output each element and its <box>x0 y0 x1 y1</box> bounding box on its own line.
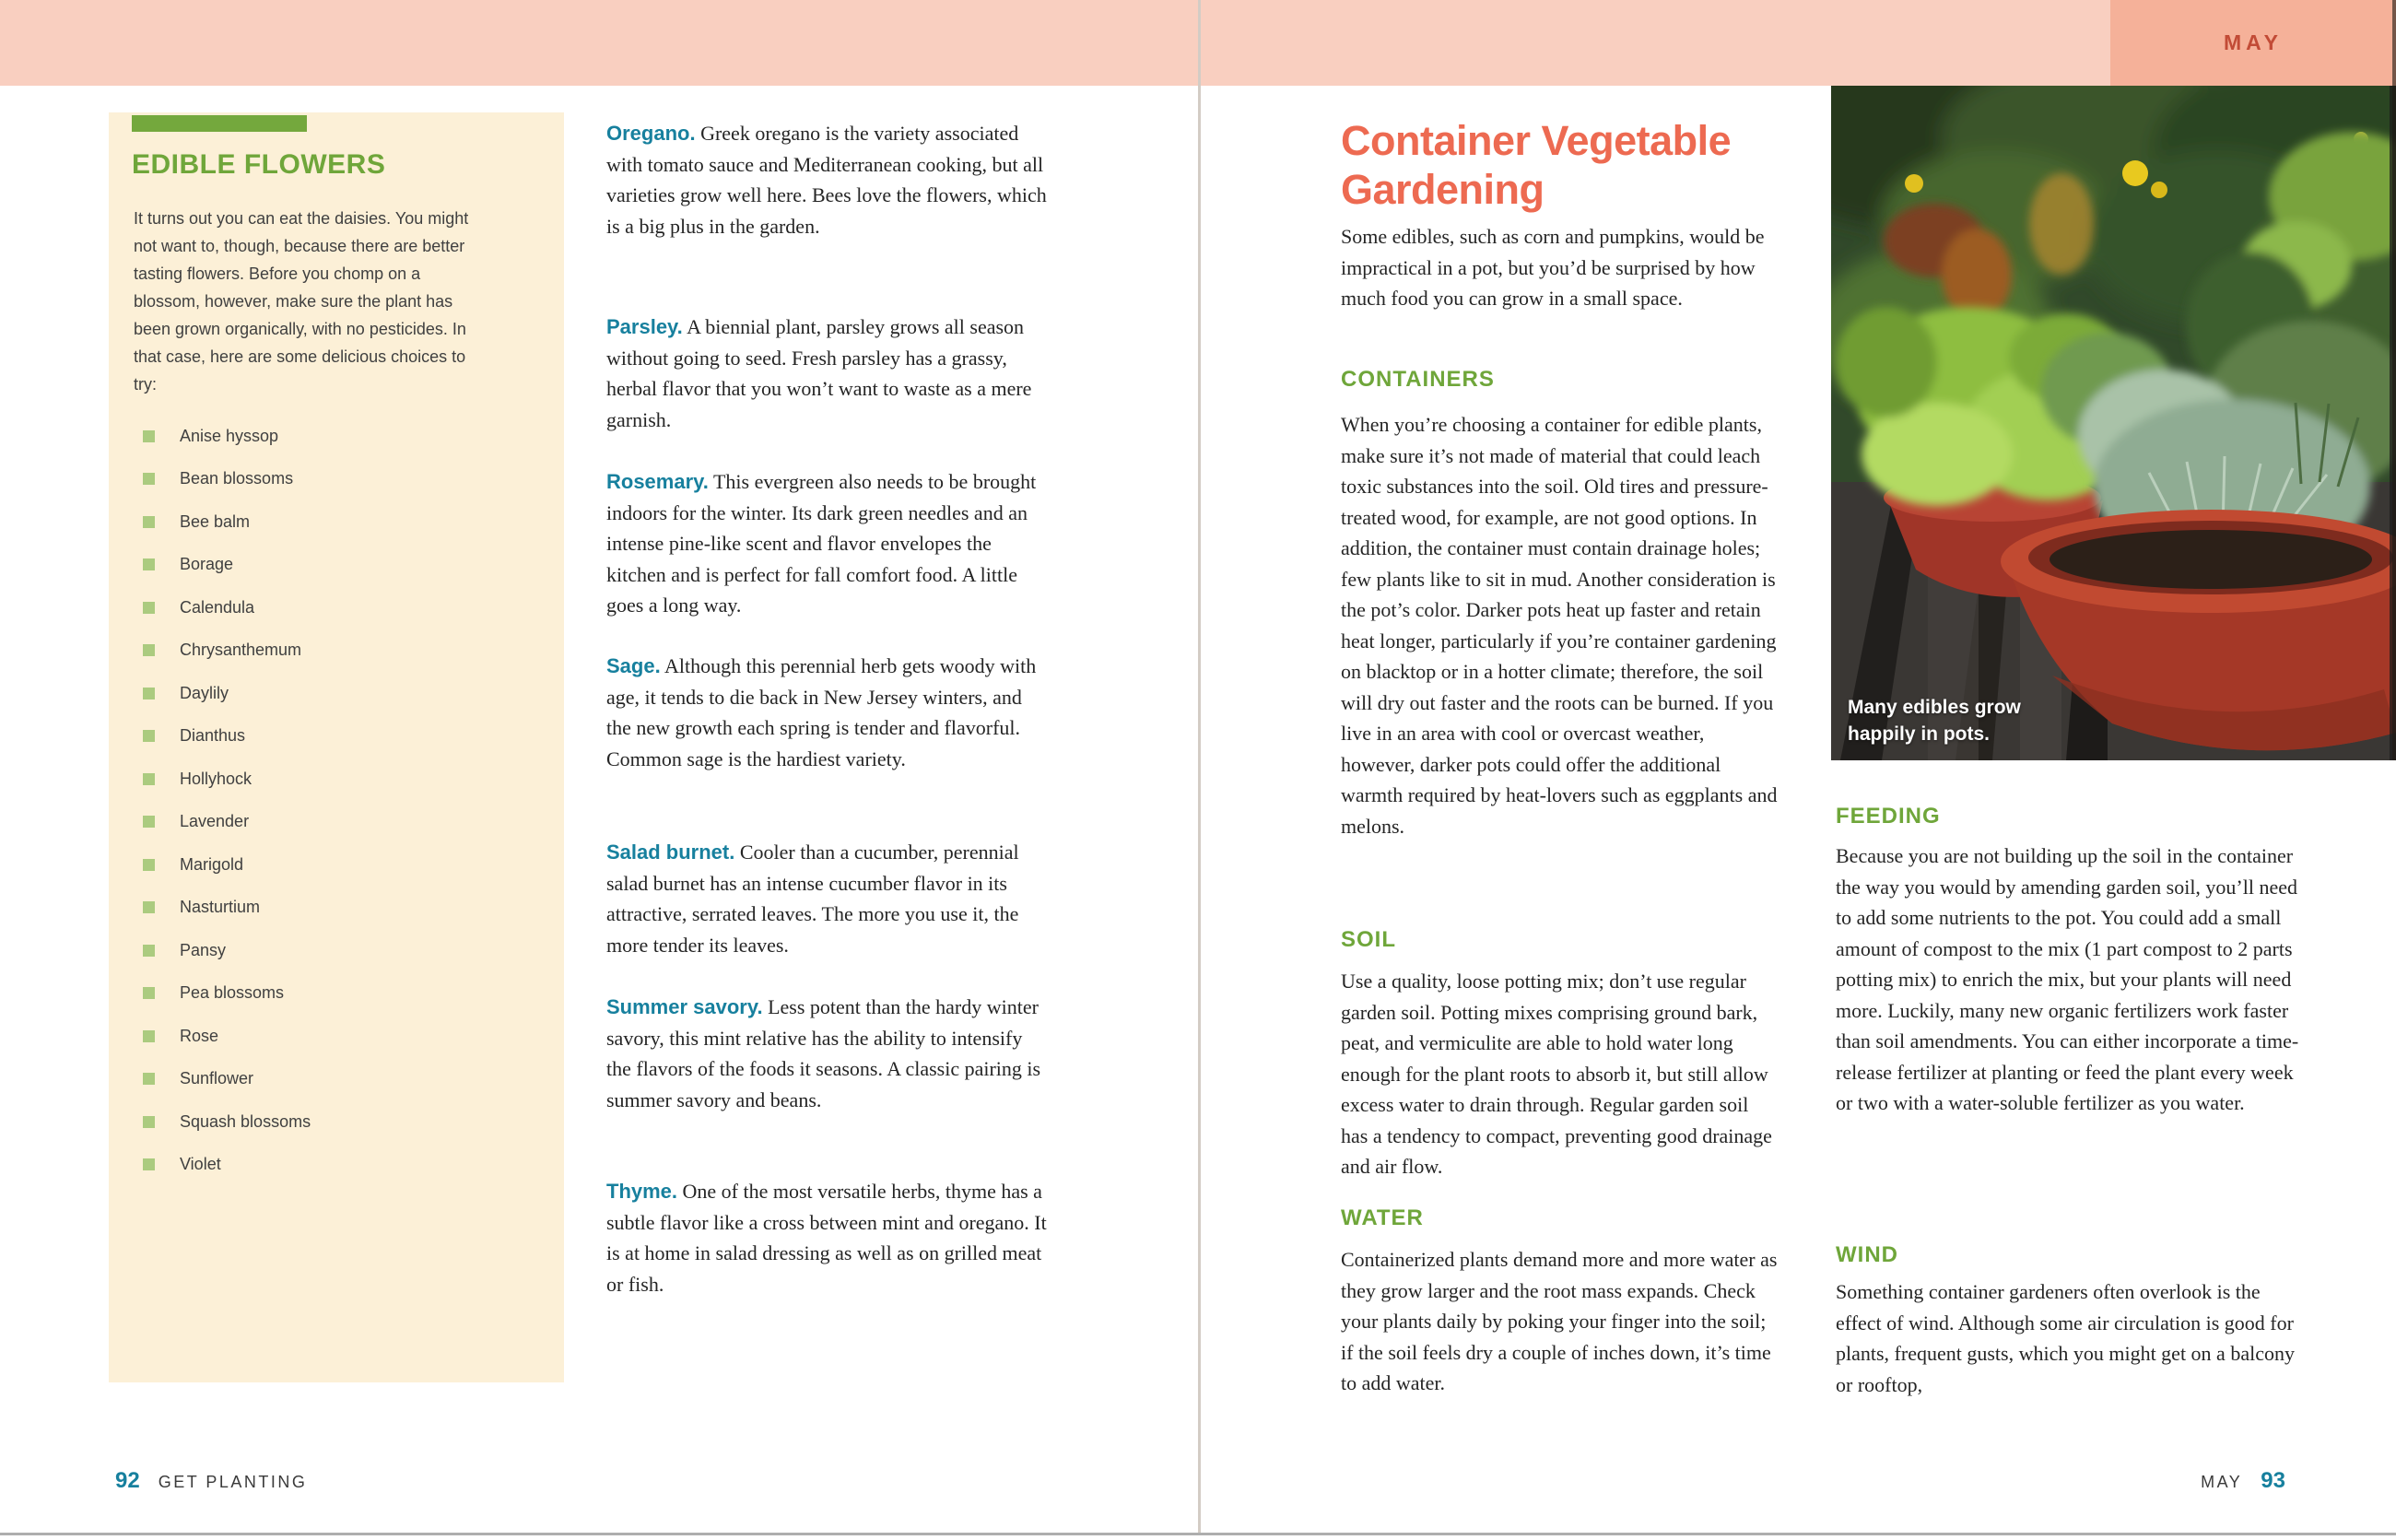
page-divider <box>1198 0 1201 1533</box>
square-bullet-icon <box>143 901 155 913</box>
bottom-rule <box>0 1533 2396 1535</box>
herb-entry-summer-savory: Summer savory. Less potent than the hardy winter savory, this mint relative has the ability to intensify the flavors of the foods it seasons. A classic pairing is summer savory and beans. <box>606 995 1041 1111</box>
section-body-water: Containerized plants demand more and more water as they grow larger and the root mass expands. Check your plants daily by poking your finger into the soil; if the soil feels dry a couple of inches down, it’s time to add water. <box>1341 1248 1778 1394</box>
container-garden-photo <box>1831 86 2396 760</box>
square-bullet-icon <box>143 1116 155 1128</box>
list-item: Calendula <box>143 586 311 629</box>
section-body-containers: When you’re choosing a container for edible plants, make sure it’s not made of material that could leach toxic substances into the soil. Old tires and pressure-treated wood, for example, are not good options. In addition, the container must contain drainage holes; few plants like to sit in mud. Another consideration is the pot’s color. Darker pots heat up faster and retain heat longer, particularly if you’re container gardening on blacktop or in a hotter climate; therefore, the soil will dry out faster and the roots can be burned. If you live in an area with cool or overcast weather, however, darker pots could offer the additional warmth required by heat-lovers such as eggplants and melons. <box>1341 413 1778 838</box>
square-bullet-icon <box>143 516 155 528</box>
sidebar-accent-bar <box>132 115 307 132</box>
herb-entry-rosemary: Rosemary. This evergreen also needs to be brought indoors for the winter. Its dark green needles and an intense pine-like scent and flavor envelopes the kitchen and is perfect for fall comfort food. A little goes a long way. <box>606 470 1037 617</box>
square-bullet-icon <box>143 859 155 871</box>
sidebar-title: EDIBLE FLOWERS <box>132 149 386 180</box>
edible-flowers-sidebar <box>109 112 564 1382</box>
herb-entry-thyme: Thyme. One of the most versatile herbs, thyme has a subtle flavor like a cross between mint and oregano. It is at home in salad dressing as well as on grilled meat or fish. <box>606 1180 1047 1296</box>
square-bullet-icon <box>143 1158 155 1170</box>
section-body-feeding: Because you are not building up the soil in the container the way you would by amending garden soil, you’ll need to add some nutrients to the pot. You could add a small amount of compost to the mix (1 part compost to 2 parts potting mix) to enrich the mix, but your plants will need more. Luckily, many new organic fertilizers work faster than soil amendments. You can either incorporate a time-release fertilizer at planting or feed the plant every week or two with a water-soluble fertilizer as you water. <box>1836 844 2299 1114</box>
square-bullet-icon <box>143 730 155 742</box>
list-item: Marigold <box>143 843 311 887</box>
left-page-footer <box>115 1468 307 1494</box>
square-bullet-icon <box>143 773 155 785</box>
container-garden-photo-art <box>1831 86 2396 760</box>
edible-flowers-list <box>143 415 311 1186</box>
herb-entry-salad-burnet: Salad burnet. Cooler than a cucumber, perennial salad burnet has an intense cucumber flavor in its attractive, serrated leaves. The more you use it, the more tender its leaves. <box>606 841 1019 957</box>
list-item: Pansy <box>143 929 311 972</box>
list-item: Pea blossoms <box>143 972 311 1016</box>
section-body-soil: Use a quality, loose potting mix; don’t use regular garden soil. Potting mixes comprising ground bark, peat, and vermiculite are able to hold water long enough for the plant roots to absorb it, but still allow excess water to drain through. Regular garden soil has a tendency to compact, preventing good drainage and air flow. <box>1341 970 1772 1178</box>
list-item: Lavender <box>143 801 311 844</box>
list-item: Violet <box>143 1144 311 1187</box>
month-tab-label: MAY <box>2224 30 2283 54</box>
section-heading-wind: WIND <box>1836 1242 1898 1267</box>
list-item: Borage <box>143 544 311 587</box>
list-item: Nasturtium <box>143 887 311 930</box>
section-body-wind: Something container gardeners often overlook is the effect of wind. Although some air circulation is good for plants, frequent gusts, which you might get on a balcony or rooftop, <box>1836 1280 2295 1396</box>
herb-entry-parsley: Parsley. A biennial plant, parsley grows all season without going to seed. Fresh parsley has a grassy, herbal flavor that you won’t want to waste as a mere garnish. <box>606 315 1032 431</box>
herb-entry-oregano: Oregano. Greek oregano is the variety associated with tomato sauce and Mediterranean cooking, but all varieties grow well here. Bees love the flowers, which is a big plus in the garden. <box>606 122 1047 238</box>
running-head: MAY <box>2201 1473 2243 1491</box>
section-heading-feeding: FEEDING <box>1836 804 1941 829</box>
right-page-footer <box>2009 1468 2285 1494</box>
square-bullet-icon <box>143 816 155 828</box>
square-bullet-icon <box>143 1030 155 1042</box>
section-heading-containers: CONTAINERS <box>1341 367 1495 392</box>
square-bullet-icon <box>143 430 155 442</box>
square-bullet-icon <box>143 644 155 656</box>
herb-entry-sage: Sage. Although this perennial herb gets woody with age, it tends to die back in New Jersey winters, and the new growth each spring is tender and flavorful. Common sage is the hardiest variety. <box>606 654 1037 770</box>
list-item: Squash blossoms <box>143 1100 311 1144</box>
list-item: Anise hyssop <box>143 415 311 458</box>
list-item: Dianthus <box>143 715 311 758</box>
square-bullet-icon <box>143 945 155 957</box>
list-item: Daylily <box>143 672 311 715</box>
square-bullet-icon <box>143 473 155 485</box>
square-bullet-icon <box>143 602 155 614</box>
running-head: GET PLANTING <box>158 1473 308 1491</box>
list-item: Bean blossoms <box>143 458 311 501</box>
list-item: Rose <box>143 1015 311 1058</box>
square-bullet-icon <box>143 987 155 999</box>
square-bullet-icon <box>143 1073 155 1085</box>
list-item: Hollyhock <box>143 758 311 801</box>
month-tab <box>2110 0 2396 86</box>
page-number: 93 <box>2261 1468 2285 1493</box>
page-number: 92 <box>115 1468 140 1493</box>
photo-caption: Many edibles grow happily in pots. <box>1848 697 2021 745</box>
article-intro: Some edibles, such as corn and pumpkins, would be impractical in a pot, but you’d be surprised by how much food you can grow in a small space. <box>1341 225 1765 310</box>
section-heading-water: WATER <box>1341 1205 1424 1230</box>
square-bullet-icon <box>143 688 155 699</box>
section-heading-soil: SOIL <box>1341 927 1397 952</box>
article-title: Container Vegetable Gardening <box>1341 117 1732 213</box>
scan-edge-shadow <box>2392 0 2396 760</box>
list-item: Sunflower <box>143 1058 311 1101</box>
list-item: Chrysanthemum <box>143 629 311 673</box>
list-item: Bee balm <box>143 500 311 544</box>
square-bullet-icon <box>143 558 155 570</box>
sidebar-intro: It turns out you can eat the daisies. You might not want to, though, because there are better tasting flowers. Before you chomp on a blossom, however, make sure the plant has been grown organically, with no pesticides. In that case, here are some delicious choices to try: <box>134 209 469 394</box>
